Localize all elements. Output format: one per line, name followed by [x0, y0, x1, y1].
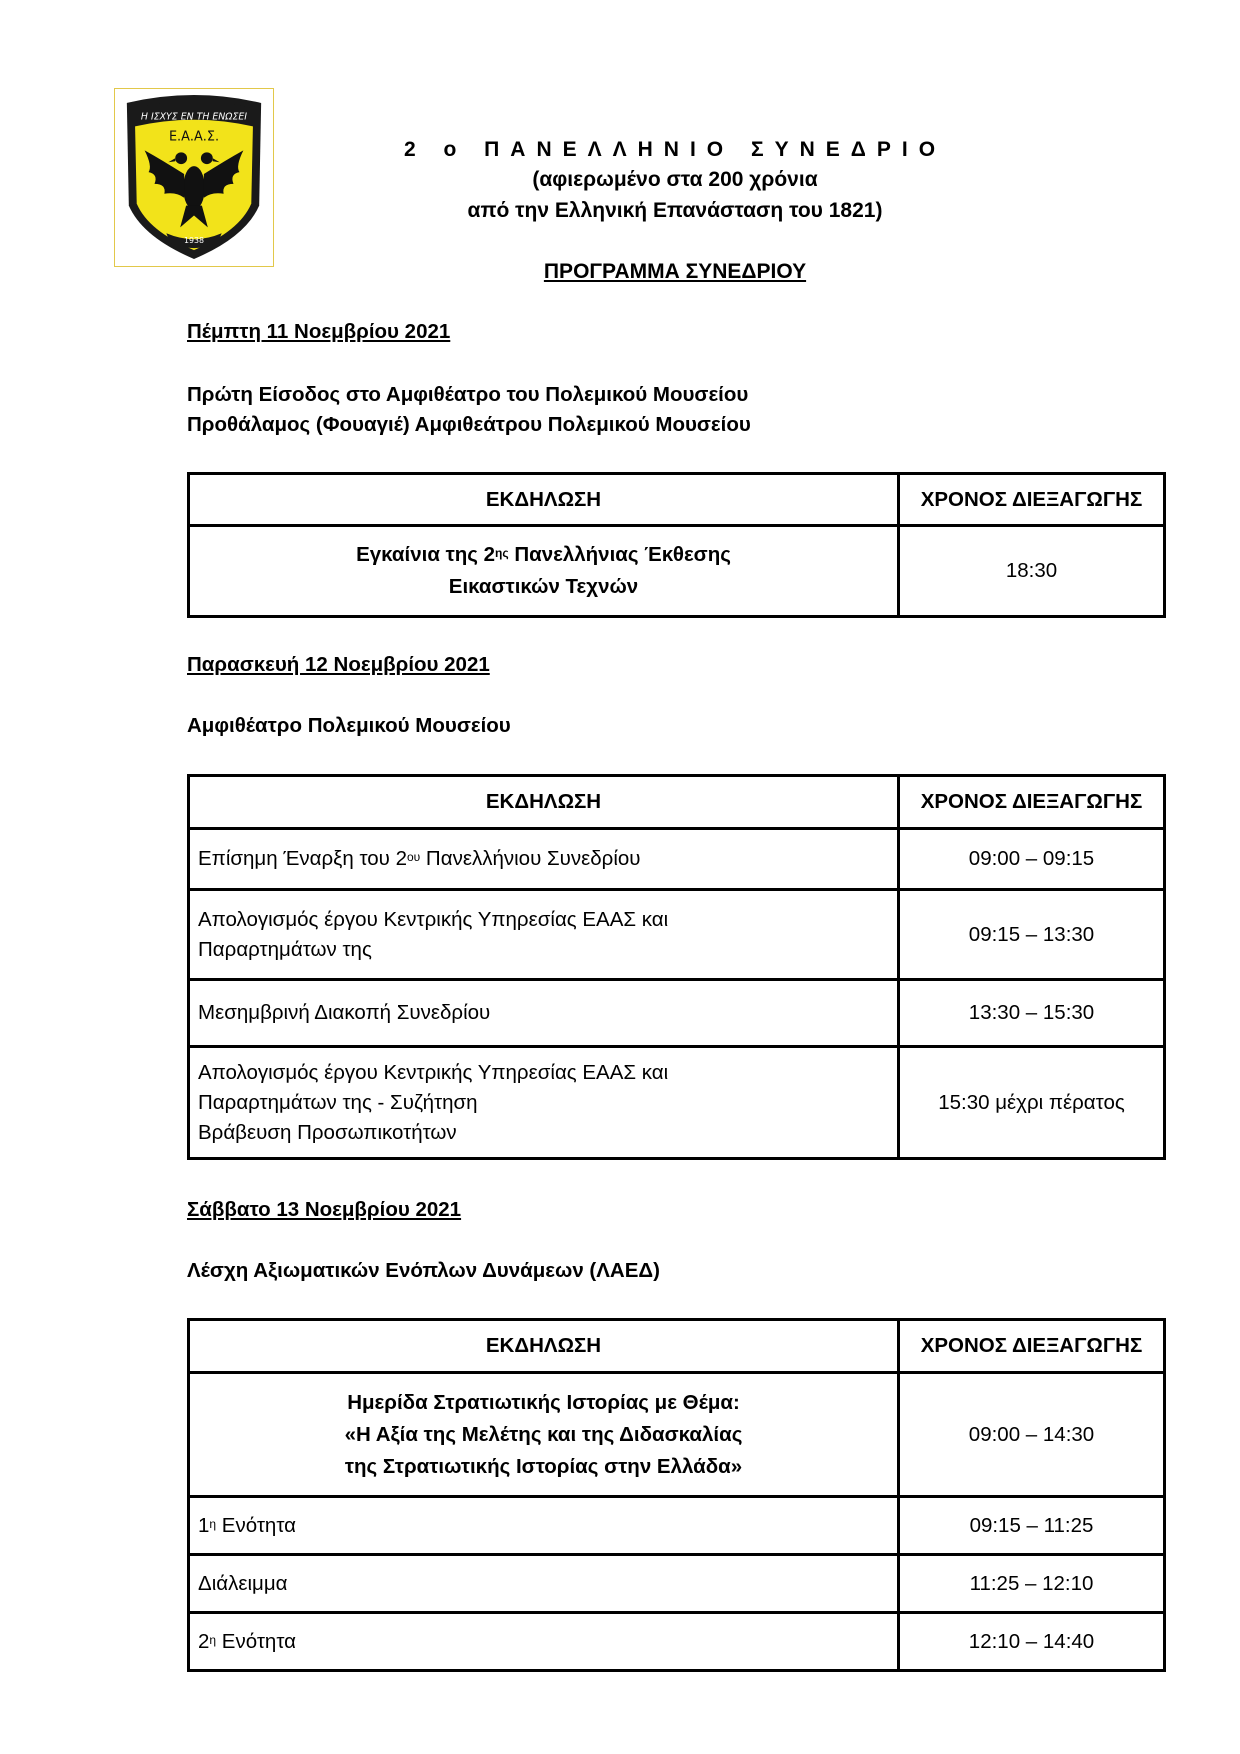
table-header-row	[189, 474, 1165, 526]
eaas-logo	[114, 88, 274, 267]
event-cell: Διάλειμμα	[189, 1555, 899, 1613]
table-row	[189, 1373, 1165, 1497]
event-cell: Απολογισμός έργου Κεντρικής Υπηρεσίας ΕΑΑΣ και Παραρτημάτων της - Συζήτηση Βράβευση Προσωπικοτήτων	[189, 1047, 899, 1159]
event-cell: Εγκαίνια της $2^{\eta\varsigma}$ Πανελλήνιας Έκθεσης Εικαστικών Τεχνών	[189, 526, 899, 617]
day1-schedule-table	[187, 472, 1166, 618]
day3-schedule-table	[187, 1318, 1166, 1672]
column-header-time: ΧΡΟΝΟΣ ΔΙΕΞΑΓΩΓΗΣ	[899, 1320, 1165, 1373]
time-cell: 15:30 μέχρι πέρατος	[899, 1047, 1165, 1159]
event-cell: Απολογισμός έργου Κεντρικής Υπηρεσίας ΕΑΑΣ και Παραρτημάτων της	[189, 890, 899, 980]
conference-subtitle-line1: (αφιερωμένο στα 200 χρόνια	[532, 168, 818, 191]
day2-schedule-table	[187, 774, 1166, 1160]
table-row	[189, 1613, 1165, 1671]
event-cell: Μεσημβρινή Διακοπή Συνεδρίου	[189, 980, 899, 1047]
day1-date: Πέμπτη 11 Νοεμβρίου 2021	[187, 320, 451, 343]
table-header-row	[189, 1320, 1165, 1373]
logo-acronym: Ε.Α.Α.Σ.	[168, 129, 220, 145]
time-cell: 09:15 – 13:30	[899, 890, 1165, 980]
logo-motto: Η ΙΣΧΥΣ ΕΝ ΤΗ ΕΝΩΣΕΙ	[140, 111, 248, 123]
conference-subtitle-line2: από την Ελληνική Επανάσταση του 1821)	[467, 199, 883, 222]
table-header-row	[189, 776, 1165, 829]
time-cell: 09:00 – 09:15	[899, 829, 1165, 890]
day2-venue: Αμφιθέατρο Πολεμικού Μουσείου	[187, 714, 511, 737]
event-cell: Επίσημη Έναρξη του $2^{o\upsilon}$ Πανελλήνιου Συνεδρίου	[189, 829, 899, 890]
day1-venue	[187, 380, 751, 440]
day3-date: Σάββατο 13 Νοεμβρίου 2021	[187, 1198, 462, 1221]
column-header-event: ΕΚΔΗΛΩΣΗ	[189, 776, 899, 829]
time-cell: 12:10 – 14:40	[899, 1613, 1165, 1671]
time-cell: 13:30 – 15:30	[899, 980, 1165, 1047]
day2-date: Παρασκευή 12 Νοεμβρίου 2021	[187, 653, 490, 676]
table-row	[189, 890, 1165, 980]
day3-venue: Λέσχη Αξιωματικών Ενόπλων Δυνάμεων (ΛΑΕΔ)	[187, 1259, 660, 1282]
table-row	[189, 1555, 1165, 1613]
eaas-shield-emblem	[115, 89, 273, 266]
column-header-time: ΧΡΟΝΟΣ ΔΙΕΞΑΓΩΓΗΣ	[899, 474, 1165, 526]
day1-venue-line2: Προθάλαμος (Φουαγιέ) Αμφιθεάτρου Πολεμικού Μουσείου	[187, 413, 751, 436]
table-row	[189, 829, 1165, 890]
column-header-event: ΕΚΔΗΛΩΣΗ	[189, 1320, 899, 1373]
table-row	[189, 1047, 1165, 1159]
time-cell: 09:00 – 14:30	[899, 1373, 1165, 1497]
time-cell: 18:30	[899, 526, 1165, 617]
event-cell: Ημερίδα Στρατιωτικής Ιστορίας με Θέμα: «Η Αξία της Μελέτης και της Διδασκαλίας της Στρατιωτικής Ιστορίας στην Ελλάδα»	[189, 1373, 899, 1497]
table-row	[189, 980, 1165, 1047]
column-header-time: ΧΡΟΝΟΣ ΔΙΕΞΑΓΩΓΗΣ	[899, 776, 1165, 829]
day1-venue-line1: Πρώτη Είσοδος στο Αμφιθέατρο του Πολεμικού Μουσείου	[187, 383, 749, 406]
time-cell: 09:15 – 11:25	[899, 1497, 1165, 1555]
program-heading: ΠΡΟΓΡΑΜΜΑ ΣΥΝΕΔΡΙΟΥ	[543, 260, 807, 283]
time-cell: 11:25 – 12:10	[899, 1555, 1165, 1613]
conference-title: 2 ο ΠΑΝΕΛΛΗΝΙΟ ΣΥΝΕΔΡΙΟ	[403, 138, 947, 161]
table-row	[189, 526, 1165, 617]
logo-year: 1938	[183, 236, 205, 246]
column-header-event: ΕΚΔΗΛΩΣΗ	[189, 474, 899, 526]
event-cell: $2^\eta$ Ενότητα	[189, 1613, 899, 1671]
event-cell: $1^\eta$ Ενότητα	[189, 1497, 899, 1555]
table-row	[189, 1497, 1165, 1555]
